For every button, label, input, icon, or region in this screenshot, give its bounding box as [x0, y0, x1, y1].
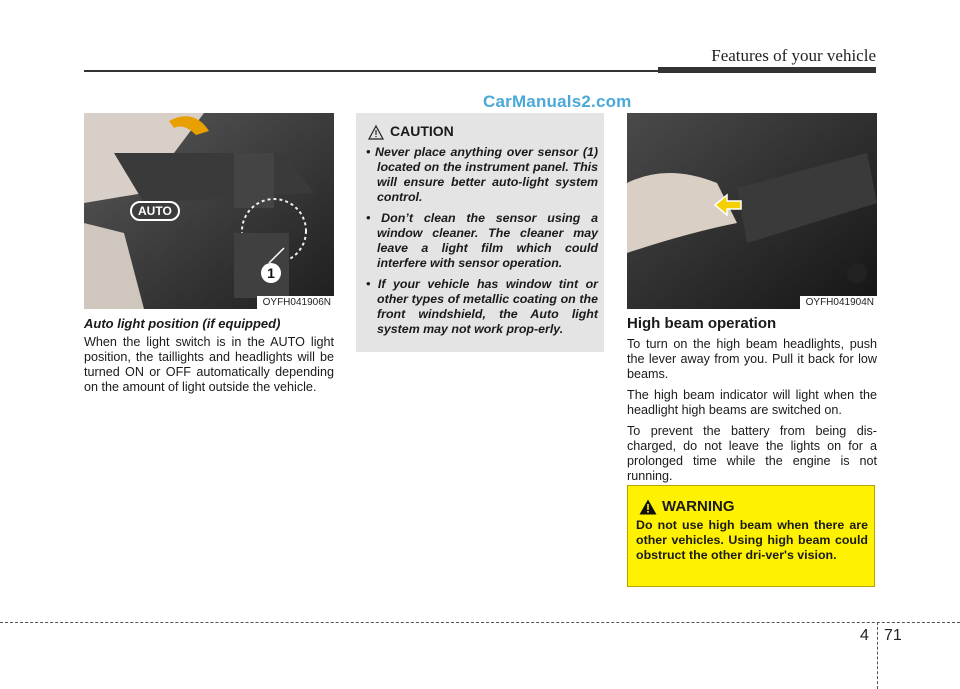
- high-beam-paragraph: The high beam indicator will light when the headlight high beams are switched on.: [627, 388, 877, 417]
- high-beam-paragraph: To turn on the high beam headlights, push the lever away from you. Pull it back for low beams.: [627, 337, 877, 381]
- caution-item: • Don’t clean the sensor using a window cleaner. The cleaner may leave a light film which could interfere with sensor operation.: [366, 211, 598, 270]
- left-column: [84, 316, 334, 401]
- footer-rule: [0, 622, 960, 623]
- auto-light-caption: Auto light position (if equipped): [84, 316, 281, 331]
- sensor-number-badge: 1: [261, 263, 281, 283]
- auto-badge: AUTO: [130, 201, 180, 221]
- watermark-link[interactable]: CarManuals2.com: [483, 92, 632, 111]
- auto-light-body: When the light switch is in the AUTO light position, the taillights and headlights will be turned ON or OFF automatically depending on the amount of light outside the vehicle.: [84, 335, 334, 394]
- warning-triangle-icon: [639, 499, 657, 515]
- warning-body: Do not use high beam when there are other vehicles. Using high beam could obstruct the other dri-ver's vision.: [636, 518, 868, 562]
- page-separator: [877, 622, 878, 689]
- caution-title: CAUTION: [390, 123, 454, 139]
- auto-light-photo: [84, 113, 334, 309]
- caution-item: • Never place anything over sensor (1) located on the instrument panel. This will ensure better auto-light system control.: [366, 145, 598, 204]
- warning-title: WARNING: [662, 498, 735, 515]
- caution-box: [356, 113, 604, 352]
- high-beam-paragraph: To prevent the battery from being dis-charged, do not leave the lights on for a prolonged time while the engine is not running.: [627, 424, 877, 483]
- header-rule-thin: [84, 70, 660, 72]
- right-column: [627, 316, 877, 490]
- caution-list: [366, 145, 598, 343]
- caution-triangle-icon: [368, 123, 384, 143]
- left-photo-code: OYFH041906N: [257, 296, 334, 309]
- page-number: 71: [884, 627, 902, 644]
- warning-box: [627, 485, 875, 587]
- caution-item: • If your vehicle has window tint or other types of metallic coating on the front windshield, the Auto light system may not work prop-erly.: [366, 277, 599, 336]
- chapter-number: 4: [860, 627, 869, 644]
- right-photo-code: OYFH041904N: [800, 296, 877, 309]
- high-beam-heading: High beam operation: [627, 315, 777, 332]
- high-beam-photo: [627, 113, 877, 309]
- header-rule-thick: [658, 67, 876, 73]
- section-title: Features of your vehicle: [711, 46, 876, 65]
